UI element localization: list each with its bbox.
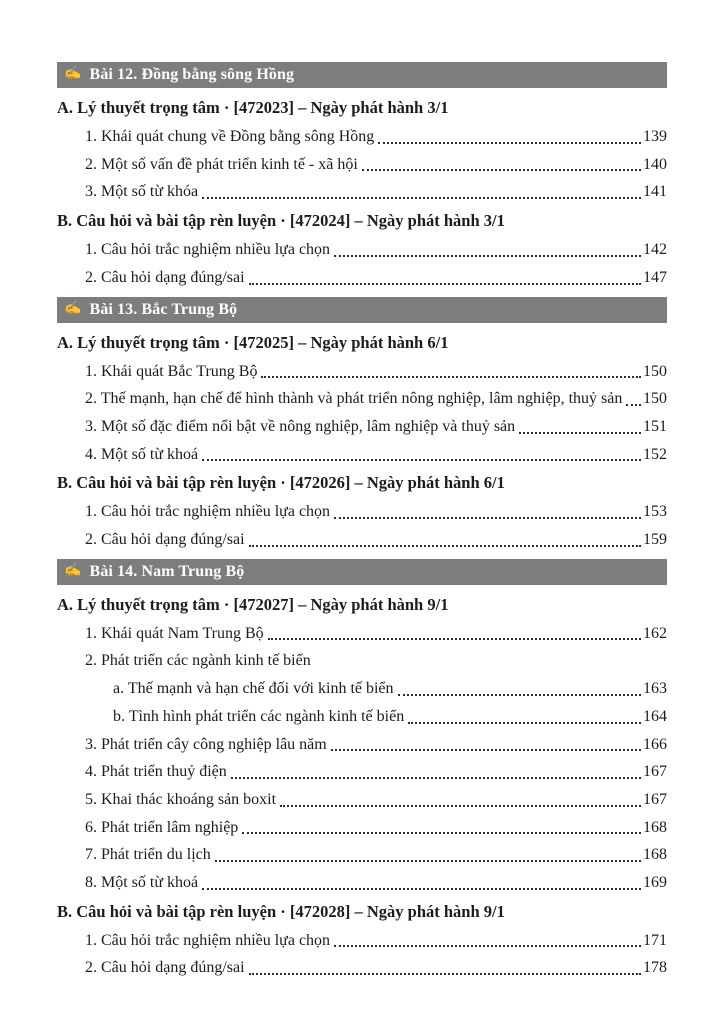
toc-entry-title: 8. Một số từ khoá: [85, 874, 199, 892]
toc-entry: [57, 647, 667, 675]
toc-entry: [57, 841, 667, 869]
toc-entry: [57, 927, 667, 955]
dot-leader: [334, 517, 641, 519]
toc-entry-page: 150: [643, 390, 667, 408]
toc-entry-page: 142: [643, 241, 667, 259]
toc-entry-page: 167: [643, 763, 667, 781]
toc-entry: [57, 758, 667, 786]
toc-entry-page: 164: [643, 707, 667, 725]
toc-entry-title: 4. Phát triển thuỷ điện: [85, 763, 227, 781]
dot-leader: [242, 832, 641, 834]
dot-leader: [249, 545, 641, 547]
toc-entry-page: 140: [643, 155, 667, 173]
toc-entry-title: 2. Phát triển các ngành kinh tế biển: [85, 652, 311, 670]
group-heading-theory: A. Lý thuyết trọng tâm · [472025] – Ngày phát hành 6/1: [57, 332, 449, 352]
toc-entry: [57, 526, 667, 554]
group-heading-exercises: B. Câu hỏi và bài tập rèn luyện · [472026] – Ngày phát hành 6/1: [57, 473, 505, 493]
toc-subentry: [57, 675, 667, 703]
group-heading-exercises: B. Câu hỏi và bài tập rèn luyện · [472024] – Ngày phát hành 3/1: [57, 211, 505, 231]
dot-leader: [231, 777, 641, 779]
dot-leader: [334, 255, 641, 257]
toc-entry-title: 3. Một số đặc điểm nổi bật về nông nghiệp, lâm nghiệp và thuỷ sản: [85, 417, 516, 435]
toc-entry: [57, 264, 667, 292]
dot-leader: [519, 432, 641, 434]
toc-entry-title: 5. Khai thác khoáng sản boxit: [85, 790, 277, 808]
toc-entry: [57, 358, 667, 386]
dot-leader: [215, 860, 641, 862]
dot-leader: [249, 283, 641, 285]
toc-entry-title: 4. Một số từ khoá: [85, 445, 199, 463]
toc-entry: [57, 731, 667, 759]
toc-entry: [57, 814, 667, 842]
dot-leader: [398, 694, 641, 696]
toc-entry-title: 1. Câu hỏi trắc nghiệm nhiều lựa chọn: [85, 241, 331, 259]
group-heading-theory: A. Lý thuyết trọng tâm · [472023] – Ngày phát hành 3/1: [57, 98, 449, 117]
writing-hand-icon: ✍: [64, 300, 82, 316]
dot-leader: [202, 197, 641, 199]
section-bar-title: Bài 13. Bắc Trung Bộ: [89, 300, 238, 318]
toc-entry-title: 3. Một số từ khóa: [85, 183, 199, 201]
section-bar-bai-14: [57, 559, 667, 585]
toc-entry: [57, 620, 667, 648]
section-bar-bai-12: [57, 62, 667, 88]
toc-entry: [57, 498, 667, 526]
dot-leader: [249, 973, 641, 975]
toc-entry: [57, 385, 667, 413]
toc-entry-page: 171: [643, 931, 667, 949]
group-heading-exercises: B. Câu hỏi và bài tập rèn luyện · [472028] – Ngày phát hành 9/1: [57, 901, 505, 921]
toc-entry-title: 1. Câu hỏi trắc nghiệm nhiều lựa chọn: [85, 503, 331, 521]
toc-entry-page: 153: [643, 503, 667, 521]
dot-leader: [408, 722, 641, 724]
group-heading-theory: A. Lý thuyết trọng tâm · [472027] – Ngày phát hành 9/1: [57, 594, 449, 614]
dot-leader: [261, 376, 641, 378]
toc-entry: [57, 869, 667, 897]
toc-entry: [57, 954, 667, 982]
toc-entry-title: 7. Phát triển du lịch: [85, 846, 211, 864]
toc-entry-title: 3. Phát triển cây công nghiệp lâu năm: [85, 735, 327, 753]
toc-entry-title: 1. Khái quát chung về Đồng bằng sông Hồng: [85, 128, 375, 145]
toc-entry-page: 166: [643, 735, 667, 753]
writing-hand-icon: ✍: [64, 562, 82, 578]
toc-entry-page: 169: [643, 874, 667, 892]
dot-leader: [202, 888, 641, 890]
toc-entry-title: 1. Khái quát Nam Trung Bộ: [85, 624, 264, 642]
toc-entry-title: 6. Phát triển lâm nghiệp: [85, 818, 239, 836]
toc-entry: [57, 786, 667, 814]
toc-entry-page: 168: [643, 846, 667, 864]
dot-leader: [626, 404, 641, 406]
dot-leader: [280, 805, 641, 807]
dot-leader: [331, 749, 641, 751]
toc-entry-page: 163: [643, 680, 667, 698]
toc-entry: [57, 123, 667, 151]
toc-entry-page: 150: [643, 362, 667, 380]
toc-entry-page: 162: [643, 624, 667, 642]
toc-entry: [57, 441, 667, 469]
dot-leader: [268, 638, 641, 640]
toc-entry-page: 178: [643, 959, 667, 977]
toc-entry-title: 2. Một số vấn đề phát triển kinh tế - xã hội: [85, 155, 358, 173]
toc-entry-title: 2. Câu hỏi dạng đúng/sai: [85, 268, 245, 286]
dot-leader: [378, 142, 641, 144]
toc-entry-title: 2. Thế mạnh, hạn chế để hình thành và phát triển nông nghiệp, lâm nghiệp, thuỷ sản: [85, 390, 623, 408]
toc-entry: [57, 178, 667, 206]
dot-leader: [334, 945, 641, 947]
toc-entry-page: 147: [643, 268, 667, 286]
toc-entry-page: 141: [643, 183, 667, 201]
toc-entry-title: 2. Câu hỏi dạng đúng/sai: [85, 531, 245, 549]
dot-leader: [202, 459, 641, 461]
toc-entry: [57, 151, 667, 179]
section-bar-bai-13: [57, 297, 667, 323]
toc-entry-title: b. Tình hình phát triển các ngành kinh tế biển: [113, 707, 405, 725]
toc-entry-title: 1. Câu hỏi trắc nghiệm nhiều lựa chọn: [85, 931, 331, 949]
toc-entry-page: 168: [643, 818, 667, 836]
writing-hand-icon: ✍: [64, 66, 82, 81]
toc-entry-page: 159: [643, 531, 667, 549]
toc-entry-title: 1. Khái quát Bắc Trung Bộ: [85, 362, 258, 380]
toc-entry-title: a. Thế mạnh và hạn chế đối với kinh tế biển: [113, 680, 394, 698]
toc-entry-page: 151: [643, 417, 667, 435]
toc-entry: [57, 413, 667, 441]
toc-entry-title: 2. Câu hỏi dạng đúng/sai: [85, 959, 245, 977]
toc-entry-page: 152: [643, 445, 667, 463]
toc-subentry: [57, 703, 667, 731]
section-bar-title: Bài 12. Đồng bằng sông Hồng: [89, 66, 295, 83]
toc-entry: [57, 236, 667, 264]
section-bar-title: Bài 14. Nam Trung Bộ: [89, 562, 245, 580]
dot-leader: [362, 169, 641, 171]
toc-entry-page: 167: [643, 790, 667, 808]
toc-entry-page: 139: [643, 128, 667, 145]
